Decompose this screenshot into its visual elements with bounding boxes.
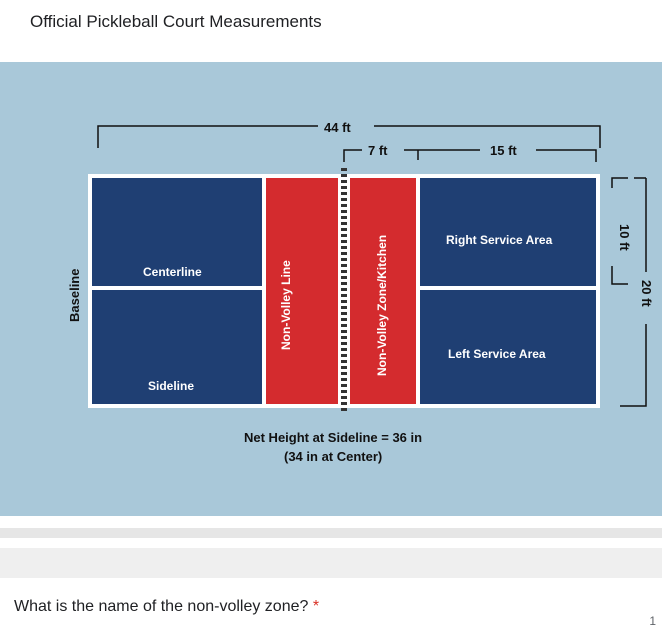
baseline-label: Baseline bbox=[67, 268, 82, 322]
width-10-bottom bbox=[612, 266, 628, 284]
points-indicator: 1 bbox=[649, 614, 656, 628]
right-service-area-label: Right Service Area bbox=[446, 233, 553, 247]
service-width-label: 10 ft bbox=[617, 224, 632, 251]
court-diagram bbox=[0, 62, 662, 516]
right-service-area bbox=[420, 178, 596, 286]
court-width-label: 20 ft bbox=[639, 280, 654, 307]
kitchen-depth-label: 7 ft bbox=[368, 143, 388, 158]
section-divider bbox=[0, 528, 662, 538]
length-label: 44 ft bbox=[324, 120, 351, 135]
section-spacer bbox=[0, 548, 662, 578]
service-dimension-line-right bbox=[536, 150, 596, 162]
question-text: What is the name of the non-volley zone? bbox=[14, 598, 309, 615]
required-mark: * bbox=[312, 598, 320, 615]
width-10-top bbox=[612, 178, 628, 188]
net-height-note: Net Height at Sideline = 36 in bbox=[244, 430, 423, 445]
sideline-label: Sideline bbox=[148, 379, 195, 393]
kitchen-left bbox=[266, 178, 338, 404]
non-volley-line-label: Non-Volley Line bbox=[279, 260, 293, 350]
net-center-note: (34 in at Center) bbox=[284, 449, 383, 464]
court-svg bbox=[0, 62, 662, 516]
left-service-area-label: Left Service Area bbox=[448, 347, 546, 361]
service-depth-label: 15 ft bbox=[490, 143, 517, 158]
kitchen-dimension-marker bbox=[344, 150, 362, 162]
page-title: Official Pickleball Court Measurements bbox=[30, 12, 322, 31]
width-20-line-bottom bbox=[620, 324, 646, 406]
non-volley-zone-label: Non-Volley Zone/Kitchen bbox=[375, 234, 389, 376]
centerline-label: Centerline bbox=[143, 265, 202, 279]
question-title bbox=[14, 598, 319, 616]
